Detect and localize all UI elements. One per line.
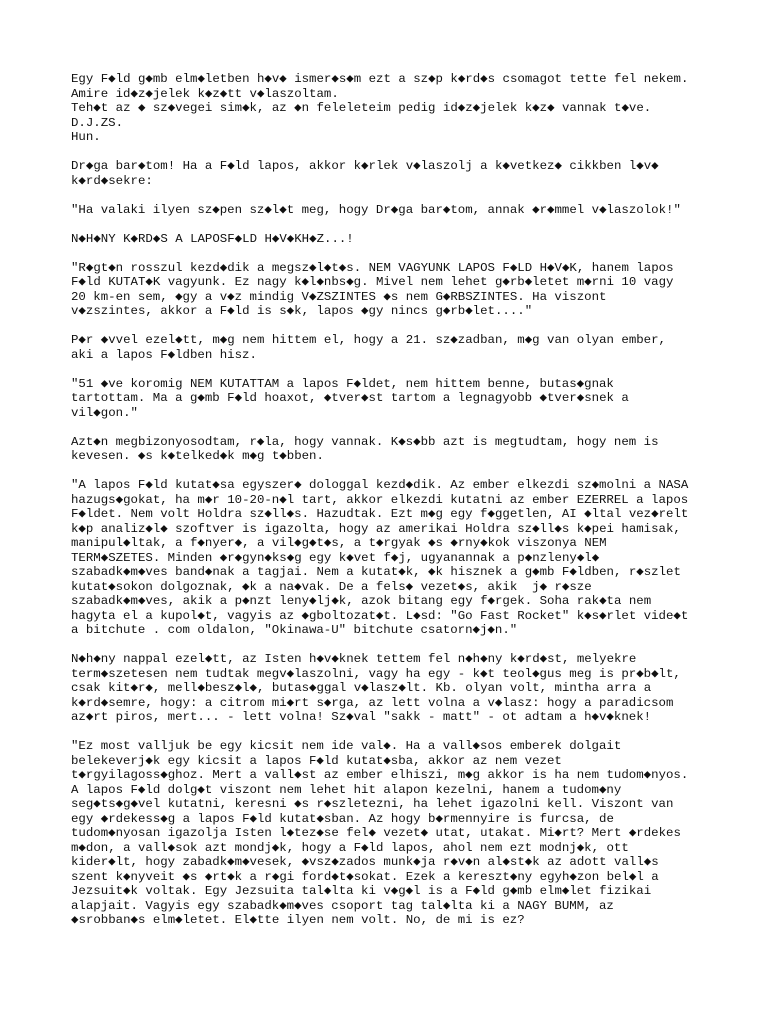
- paragraph: [71, 261, 741, 319]
- text-line: hazugs◆gokat, ha m◆r 10-20-n◆l tart, akkor elkezdi kutatni az ember EZERREL a lapos: [71, 492, 689, 507]
- paragraph: [71, 159, 741, 188]
- text-line: Teh◆t az ◆ sz◆vegei sim◆k, az ◆n feleleteim pedig id◆z◆jelek k◆z◆ vannak t◆ve.: [71, 101, 652, 115]
- text-line: belekeverj◆k egy kicsit a lapos F◆ld kutat◆sba, akkor az nem vezet: [71, 753, 562, 768]
- paragraph: [71, 435, 741, 464]
- text-line: A lapos F◆ld dolg◆t viszont nem lehet hit alapon kezelni, hanem a tudom◆ny: [71, 782, 622, 797]
- text-line: m◆don, a vall◆sok azt mondj◆k, hogy a F◆ld lapos, ahol nem ezt modnj◆k, ott: [71, 840, 629, 855]
- text-line: t◆rgyilagoss◆ghoz. Mert a vall◆st az ember elhiszi, m◆g akkor is ha nem tudom◆nyos.: [71, 768, 689, 782]
- text-line: TERM◆SZETES. Minden ◆r◆gyn◆ks◆g egy k◆vet f◆j, ugyanannak a p◆nzleny◆l◆: [71, 550, 600, 565]
- text-line: kevesen. ◆s k◆telked◆k m◆g t◆bben.: [71, 449, 324, 463]
- text-line: hagyta el a kupol◆t, vagyis az ◆gboltozat◆t. L◆sd: "Go Fast Rocket" k◆s◆rlet vide◆t: [71, 608, 689, 623]
- document-page: [71, 72, 741, 942]
- text-line: szabadk◆m◆ves band◆nak a tagjai. Nem a kutat◆k, ◆k hisznek a g◆mb F◆ldben, r◆szlet: [71, 565, 681, 579]
- text-line: "Ha valaki ilyen sz◆pen sz◆l◆t meg, hogy Dr◆ga bar◆tom, annak ◆r◆mmel v◆laszolok!": [71, 202, 681, 217]
- text-line: szabadk◆m◆ves, akik a p◆nzt leny◆lj◆k, azok bitang egy f◆rgek. Soha rak◆ta nem: [71, 594, 652, 608]
- text-line: "51 ◆ve koromig NEM KUTATTAM a lapos F◆ldet, nem hittem benne, butas◆gnak: [71, 376, 614, 391]
- text-line: k◆rd◆sekre:: [71, 173, 153, 188]
- text-line: csak kit◆r◆, mell◆besz◆l◆, butas◆ggal v◆lasz◆lt. Kb. olyan volt, mintha arra a: [71, 681, 652, 695]
- paragraph: [71, 72, 741, 145]
- paragraph: [71, 739, 741, 928]
- text-line: "Ez most valljuk be egy kicsit nem ide val◆. Ha a vall◆sos emberek dolgait: [71, 739, 622, 753]
- text-line: Hun.: [71, 130, 101, 144]
- text-line: alapjait. Vagyis egy szabadk◆m◆ves csoport tag tal◆lta ki a NAGY BUMM, az: [71, 898, 614, 913]
- text-line: vil◆gon.": [71, 405, 138, 420]
- text-line: tartottam. Ma a g◆mb F◆ld hoaxot, ◆tver◆st tartom a legnagyobb ◆tver◆snek a: [71, 391, 629, 405]
- text-line: szent k◆nyveit ◆s ◆rt◆k a r◆gi ford◆t◆sokat. Ezek a kereszt◆ny egyh◆zon bel◆l a: [71, 869, 659, 884]
- text-line: Jezsuit◆k voltak. Egy Jezsuita tal◆lta ki v◆g◆l is a F◆ld g◆mb elm◆let fizikai: [71, 884, 652, 898]
- text-line: term◆szetesen nem tudtak megv◆laszolni, vagy ha egy - k◆t teol◆gus meg is pr◆b◆lt,: [71, 666, 681, 681]
- text-line: seg◆ts◆g◆vel kutatni, keresni ◆s r◆szletezni, ha lehet igazolni kell. Viszont van: [71, 797, 674, 811]
- text-line: aki a lapos F◆ldben hisz.: [71, 347, 257, 362]
- text-line: Azt◆n megbizonyosodtam, r◆la, hogy vannak. K◆s◆bb azt is megtudtam, hogy nem is: [71, 434, 659, 449]
- paragraph: [71, 478, 741, 638]
- text-line: egy ◆rdekess◆g a lapos F◆ld kutat◆sban. Az hogy b◆rmennyire is furcsa, de: [71, 811, 614, 826]
- text-line: Amire id◆z◆jelek k◆z◆tt v◆laszoltam.: [71, 86, 339, 101]
- paragraph: [71, 333, 741, 362]
- text-line: N◆H◆NY K◆RD◆S A LAPOSF◆LD H◆V◆KH◆Z...!: [71, 231, 354, 246]
- paragraph: [71, 232, 741, 247]
- text-line: kutat◆sokon dolgoznak, ◆k a na◆vak. De a fels◆ vezet◆s, akik j◆ r◆sze: [71, 579, 592, 594]
- text-line: ◆srobban◆s elm◆letet. El◆tte ilyen nem volt. No, de mi is ez?: [71, 913, 525, 927]
- text-line: P◆r ◆vvel ezel◆tt, m◆g nem hittem el, hogy a 21. sz◆zadban, m◆g van olyan ember,: [71, 333, 666, 347]
- text-line: manipul◆ltak, a f◆nyer◆, a vil◆g◆t◆s, a t◆rgyak ◆s ◆rny◆kok viszonya NEM: [71, 536, 607, 550]
- text-line: a bitchute . com oldalon, "Okinawa-U" bitchute csatorn◆j◆n.": [71, 623, 518, 637]
- text-line: k◆p analiz◆l◆ szoftver is igazolta, hogy az amerikai Holdra sz◆ll◆s k◆pei hamisak,: [71, 521, 681, 536]
- paragraph: [71, 652, 741, 725]
- text-line: kider◆lt, hogy zabadk◆m◆vesek, ◆vsz◆zados munk◆ja r◆v◆n al◆st◆k az adott vall◆s: [71, 855, 659, 869]
- paragraph: [71, 203, 741, 218]
- text-line: "R◆gt◆n rosszul kezd◆dik a megsz◆l◆t◆s. NEM VAGYUNK LAPOS F◆LD H◆V◆K, hanem lapos: [71, 260, 674, 275]
- text-line: F◆ld KUTAT◆K vagyunk. Ez nagy k◆l◆nbs◆g. Mivel nem lehet g◆rb◆letet m◆rni 10 vagy: [71, 275, 674, 289]
- text-line: Egy F◆ld g◆mb elm◆letben h◆v◆ ismer◆s◆m ezt a sz◆p k◆rd◆s csomagot tette fel nekem.: [71, 72, 689, 86]
- text-line: v◆zszintes, akkor a F◆ld is s◆k, lapos ◆gy nincs g◆rb◆let....": [71, 304, 533, 318]
- text-line: tudom◆nyosan igazolja Isten l◆tez◆se fel◆ vezet◆ utat, utakat. Mi◆rt? Mert ◆rdekes: [71, 826, 681, 840]
- text-line: D.J.ZS.: [71, 115, 124, 130]
- text-line: k◆rd◆semre, hogy: a citrom mi◆rt s◆rga, az lett volna a v◆lasz: hogy a paradicsom: [71, 695, 674, 710]
- text-line: 20 km-en sem, ◆gy a v◆z mindig V◆ZSZINTES ◆s nem G◆RBSZINTES. Ha viszont: [71, 289, 607, 304]
- paragraph: [71, 377, 741, 421]
- text-line: N◆h◆ny nappal ezel◆tt, az Isten h◆v◆knek tettem fel n◆h◆ny k◆rd◆st, melyekre: [71, 652, 637, 666]
- text-line: az◆rt piros, mert... - lett volna! Sz◆val "sakk - matt" - ot adtam a h◆v◆knek!: [71, 710, 652, 724]
- text-line: Dr◆ga bar◆tom! Ha a F◆ld lapos, akkor k◆rlek v◆laszolj a k◆vetkez◆ cikkben l◆v◆: [71, 159, 659, 173]
- text-line: "A lapos F◆ld kutat◆sa egyszer◆ dologgal kezd◆dik. Az ember elkezdi sz◆molni a NASA: [71, 478, 689, 492]
- text-line: F◆ldet. Nem volt Holdra sz◆ll◆s. Hazudtak. Ezt m◆g egy f◆ggetlen, AI ◆ltal vez◆relt: [71, 507, 689, 521]
